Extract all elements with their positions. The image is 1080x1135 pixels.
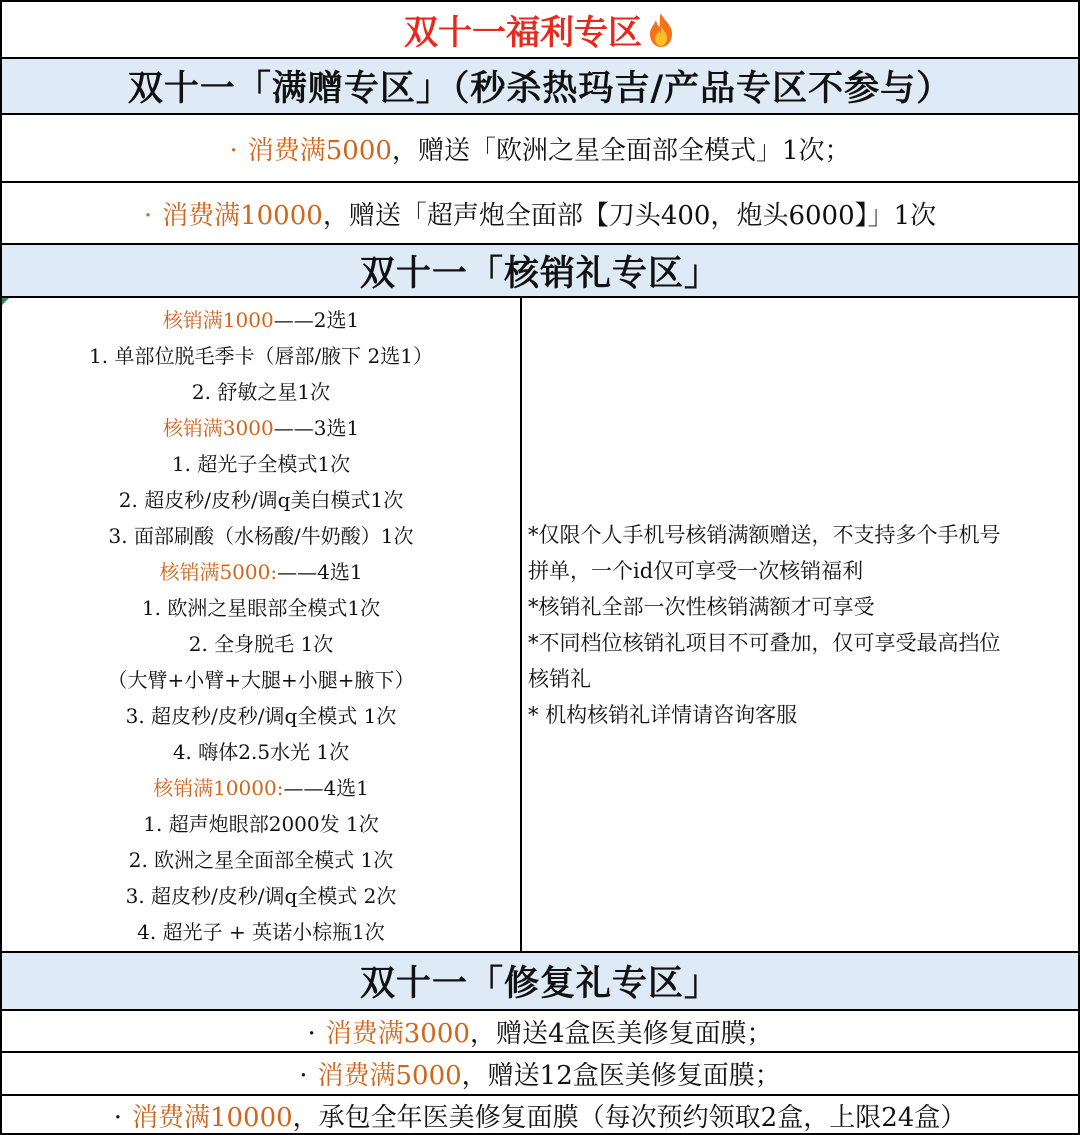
repair-line-3	[2, 1096, 1078, 1135]
tier-choice: ——2选1	[273, 308, 360, 332]
tier-item-text: 2. 欧洲之星全面部全模式 1次	[128, 848, 394, 872]
tier-choice: ——3选1	[273, 416, 360, 440]
threshold-label: 消费满5000	[247, 135, 392, 166]
tier-heading	[159, 554, 362, 590]
redeem-note: *不同档位核销礼项目不可叠加，仅可享受最高挡位	[528, 630, 1001, 655]
bullet: ·	[307, 1018, 316, 1049]
tier-choice: ——4选1	[283, 776, 369, 800]
tier-threshold: 核销满3000	[162, 416, 274, 440]
repair-text: ，承包全年医美修复面膜（每次预约领取2盒，上限24盒）	[292, 1103, 967, 1133]
repair-zone-heading-row	[2, 953, 1078, 1011]
repair-line-2	[2, 1053, 1078, 1096]
tier-choice: ——4选1	[277, 560, 363, 584]
tier-item	[89, 338, 433, 374]
redeem-note: * 机构核销礼详情请咨询客服	[528, 702, 798, 727]
tier-threshold: 核销满5000:	[159, 560, 278, 584]
threshold-label: 消费满10000	[131, 1103, 293, 1133]
tier-heading	[163, 302, 359, 338]
threshold-label: 消费满5000	[317, 1061, 462, 1091]
repair-text: ，赠送12盒医美修复面膜；	[461, 1061, 781, 1091]
repair-text: ，赠送4盒医美修复面膜；	[469, 1018, 773, 1049]
tier-item	[143, 806, 378, 842]
tier-item-text: 1. 超声炮眼部2000发 1次	[143, 812, 379, 836]
threshold-label: 消费满3000	[325, 1018, 470, 1049]
threshold-label: 消费满10000	[162, 200, 323, 231]
repair-line-1	[2, 1011, 1078, 1053]
bullet: ·	[113, 1103, 122, 1133]
redeem-zone-heading-row	[2, 245, 1078, 298]
gift-zone-heading-row	[2, 59, 1078, 115]
redeem-note: 核销礼	[528, 666, 591, 691]
tier-item-text: 4. 嗨体2.5水光 1次	[172, 740, 350, 764]
tier-item-text: 1. 超光子全模式1次	[171, 452, 351, 476]
tier-threshold: 核销满10000:	[153, 776, 284, 800]
redeem-zone-heading: 双十一「核销礼专区」	[359, 253, 720, 294]
tier-item	[129, 842, 394, 878]
tier-item	[172, 446, 350, 482]
redeem-zone-body	[2, 298, 1078, 953]
tier-item-text: （大臂+小臂+大腿+小腿+腋下）	[107, 668, 415, 692]
redeem-note: 拼单，一个id仅可享受一次核销福利	[528, 558, 864, 583]
tier-heading	[163, 410, 359, 446]
tier-item-text: 2. 全身脱毛 1次	[188, 632, 334, 656]
bullet: ·	[229, 135, 238, 166]
tier-item	[137, 914, 385, 950]
tier-item	[109, 518, 414, 554]
redeem-note: *核销礼全部一次性核销满额才可享受	[528, 594, 875, 619]
tier-item-text: 3. 超皮秒/皮秒/调q全模式 1次	[125, 704, 397, 728]
gift-line-2	[2, 183, 1078, 245]
tier-heading	[153, 770, 369, 806]
page-title: 双十一福利专区	[404, 13, 642, 53]
tier-item-text: 2. 超皮秒/皮秒/调q美白模式1次	[118, 488, 404, 512]
fire-icon	[646, 12, 676, 48]
tier-item-text: 3. 超皮秒/皮秒/调q全模式 2次	[125, 884, 397, 908]
tier-item-text: 4. 超光子 + 英诺小棕瓶1次	[137, 920, 385, 944]
bullet: ·	[143, 200, 153, 231]
repair-zone-heading: 双十一「修复礼专区」	[359, 964, 720, 1004]
tier-item-text: 1. 单部位脱毛季卡（唇部/腋下 2选1）	[89, 344, 433, 368]
gift-text: ，赠送「欧洲之星全面部全模式」1次；	[391, 135, 851, 166]
tier-item	[192, 374, 330, 410]
bullet: ·	[299, 1061, 308, 1091]
gift-line-1	[2, 115, 1078, 183]
tier-item	[107, 662, 414, 698]
tier-item	[126, 878, 397, 914]
tier-item	[126, 698, 397, 734]
tier-item	[119, 482, 403, 518]
tier-item	[142, 590, 380, 626]
redeem-note: *仅限个人手机号核销满额赠送，不支持多个手机号	[528, 522, 1001, 547]
redeem-tiers-cell	[2, 298, 522, 951]
tier-item-text: 1. 欧洲之星眼部全模式1次	[141, 596, 381, 620]
gift-zone-heading: 双十一「满赠专区」（秒杀热玛吉/产品专区不参与）	[127, 69, 953, 109]
redeem-notes-cell	[522, 298, 1078, 951]
tier-item-text: 3. 面部刷酸（水杨酸/牛奶酸）1次	[108, 524, 414, 548]
tier-item	[189, 626, 334, 662]
gift-text: ，赠送「超声炮全面部【刀头400，炮头6000】」1次	[322, 200, 937, 231]
tier-threshold: 核销满1000	[162, 308, 274, 332]
tier-item	[173, 734, 349, 770]
title-row	[2, 2, 1078, 59]
tier-item-text: 2. 舒敏之星1次	[191, 380, 331, 404]
